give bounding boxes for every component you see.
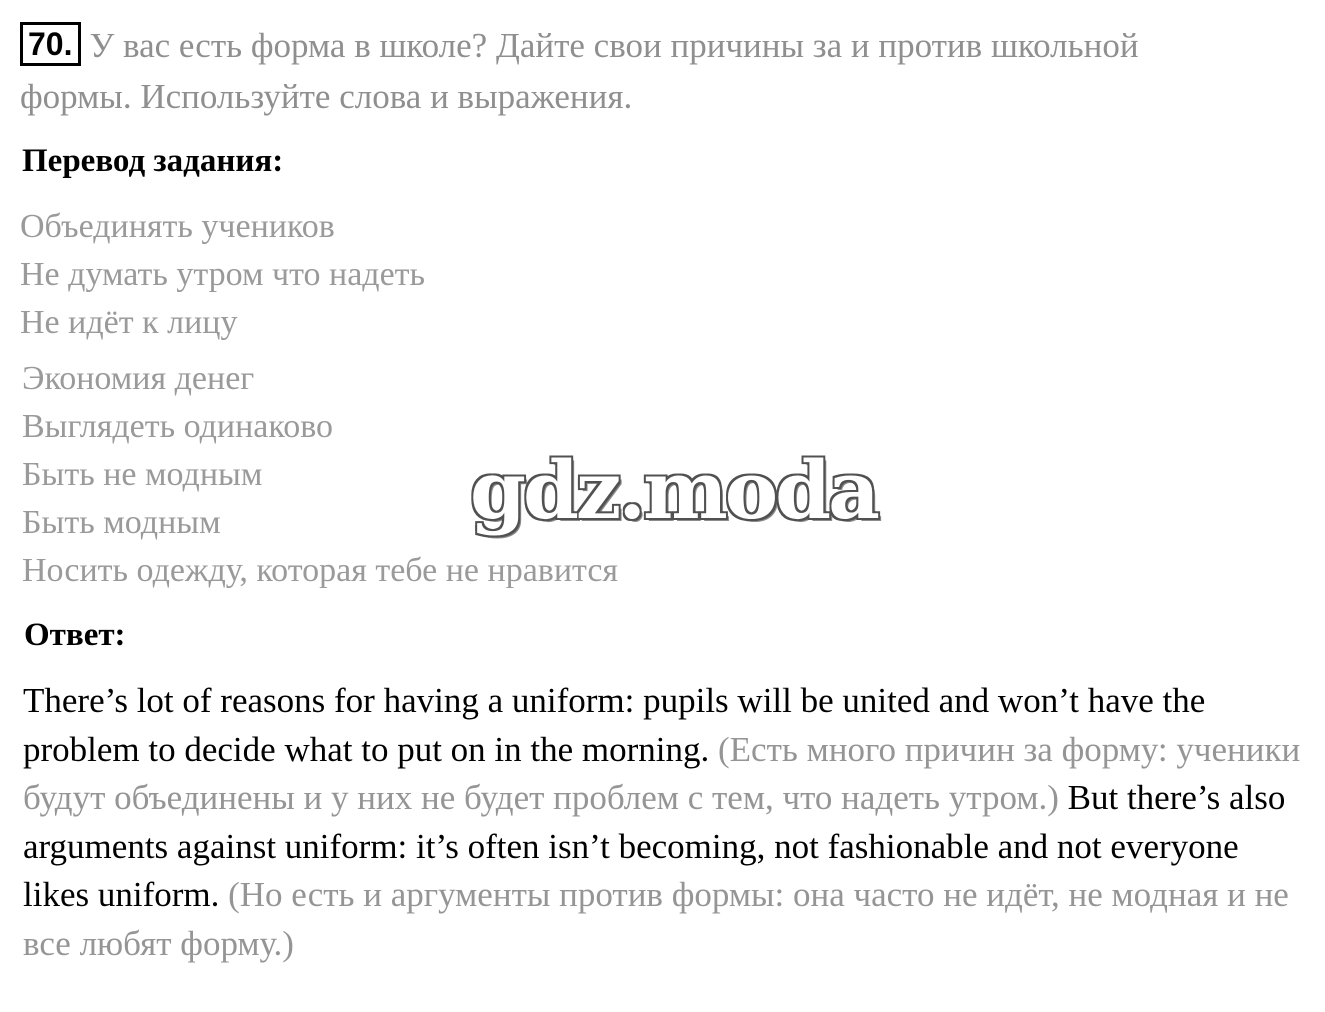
answer-english-1: There’s lot of reasons for having a uniform: pupils will be united and won’t have the problem to decide what to put on in the morning.	[23, 681, 1206, 769]
word-item: Быть не модным	[22, 456, 263, 493]
word-item: Экономия денег	[22, 360, 255, 397]
task-text-1: У вас есть форма в школе? Дайте свои причины за и против школьной	[89, 26, 1139, 65]
task-statement-line-2: формы. Используйте слова и выражения.	[20, 77, 633, 116]
answer-russian-1: (Есть много причин за форму: ученики будут объединены и у них не будет проблем с тем, что надеть утром.)	[23, 729, 1301, 817]
watermark-logo: gdz.moda	[470, 443, 877, 537]
word-item: Быть модным	[22, 504, 221, 541]
task-number: 70.	[20, 22, 81, 66]
answer-russian-2: (Но есть и аргументы против формы: она часто не идёт, не модная и не все любят форму.)	[23, 875, 1289, 963]
word-item: Не думать утром что надеть	[20, 256, 426, 293]
word-item: Объединять учеников	[20, 208, 335, 245]
word-list-1	[20, 203, 425, 347]
answer-english-2: But there’s also arguments against uniform: it’s often isn’t becoming, not fashionable and not everyone likes uniform.	[23, 778, 1286, 914]
word-item: Носить одежду, которая тебе не нравится	[22, 552, 619, 589]
answer-text	[23, 677, 1313, 968]
answer-heading: Ответ:	[24, 617, 126, 653]
task-statement-line-1	[20, 22, 1139, 70]
translation-heading: Перевод задания:	[22, 143, 284, 179]
word-item: Выглядеть одинаково	[22, 408, 334, 445]
word-item: Не идёт к лицу	[20, 304, 238, 341]
